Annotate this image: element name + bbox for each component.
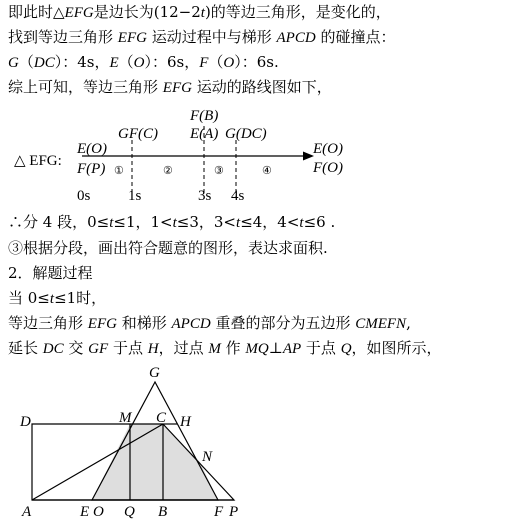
text-line-2 — [8, 27, 395, 48]
math-run: MQ — [245, 341, 269, 357]
geometry-figure — [0, 360, 521, 522]
math-run: APCD — [276, 30, 316, 46]
text-run: ）：6s， — [144, 53, 200, 71]
route-axis — [82, 152, 314, 161]
route-seg-1: ① — [114, 165, 124, 177]
text-run: 找到等边三角形 — [8, 28, 118, 46]
math-run: H — [147, 341, 159, 357]
text-line-4 — [8, 77, 332, 98]
math-run: t — [172, 215, 177, 231]
point-label-p: P — [229, 504, 239, 520]
text-run: 重叠的部分为五边形 — [210, 314, 356, 332]
text-run: 的碰撞点： — [315, 28, 396, 46]
point-label-q: Q — [124, 504, 135, 520]
text-line-9 — [8, 313, 411, 334]
text-run: ≤4，4< — [240, 213, 300, 231]
math-run: t — [299, 215, 304, 231]
point-label-h: H — [180, 414, 191, 430]
text-line-10 — [8, 338, 442, 359]
point-label-b: B — [158, 504, 168, 520]
text-run: （ — [118, 53, 134, 71]
math-run: G — [8, 55, 19, 71]
text-run: 延长 — [8, 339, 43, 357]
text-run: ）：6s. — [234, 53, 279, 71]
text-run: ）：4s， — [54, 53, 110, 71]
math-run: DC — [42, 341, 64, 357]
route-time-1: 1s — [128, 188, 142, 204]
text-line-5 — [8, 212, 335, 233]
text-run: 作 — [220, 339, 246, 357]
math-run: EFG — [87, 316, 117, 332]
route-diagram — [0, 104, 521, 216]
math-run: GF — [88, 341, 109, 357]
text-run: ③根据分段，画出符合题意的图形，表达求面积. — [8, 239, 328, 257]
math-run: Q — [340, 341, 352, 357]
math-run: EFG — [117, 30, 147, 46]
route-end-top: E(O) — [313, 141, 343, 157]
point-label-o: O — [93, 504, 104, 520]
math-run: M — [208, 341, 221, 357]
route-time-3: 3s — [198, 188, 212, 204]
text-run: （ — [18, 53, 34, 71]
route-time-0: 0s — [77, 188, 91, 204]
math-run: t — [236, 215, 241, 231]
route-start-bottom: F(P) — [77, 161, 106, 177]
text-run: )的等边三角形，是变化的， — [204, 3, 391, 21]
text-run: 交 — [63, 339, 89, 357]
text-run: 于点 — [108, 339, 148, 357]
text-line-8 — [8, 288, 106, 309]
text-run: ≤1，1< — [113, 213, 173, 231]
text-run: , — [406, 314, 411, 332]
text-run: ⊥ — [268, 339, 283, 357]
point-label-a: A — [22, 504, 32, 520]
route-m1-label: GF(C) — [118, 126, 158, 142]
text-run: 是边长为(12−2 — [93, 3, 201, 21]
point-label-c: C — [156, 410, 167, 426]
text-line-7 — [8, 263, 93, 283]
text-run: （ — [208, 53, 224, 71]
route-left-label: △ EFG: — [14, 153, 62, 169]
text-run: ≤6 . — [303, 213, 336, 231]
text-line-3 — [8, 52, 279, 73]
route-seg-2: ② — [163, 165, 173, 177]
math-run: O — [223, 55, 235, 71]
text-run: ≤3，3< — [176, 213, 237, 231]
math-run: AP — [282, 341, 302, 357]
math-run: CMEFN — [355, 316, 407, 332]
math-run: t — [200, 5, 205, 21]
math-run: O — [133, 55, 145, 71]
text-run: ，过点 — [158, 339, 209, 357]
route-m3-label: G(DC) — [225, 126, 267, 142]
point-label-e: E — [80, 504, 90, 520]
point-label-g: G — [149, 365, 160, 381]
point-label-d: D — [20, 414, 31, 430]
math-run: APCD — [171, 316, 211, 332]
point-label-f: F — [214, 504, 224, 520]
text-run: 运动过程中与梯形 — [146, 28, 277, 46]
point-label-m: M — [119, 410, 132, 426]
text-run: 综上可知，等边三角形 — [8, 78, 163, 96]
math-run: EFG — [162, 80, 192, 96]
text-run: 和梯形 — [116, 314, 172, 332]
text-run: 即此时△ — [8, 3, 65, 21]
math-run: t — [109, 215, 114, 231]
math-run: E — [109, 55, 119, 71]
route-end-bottom: F(O) — [313, 160, 343, 176]
text-run: 等边三角形 — [8, 314, 88, 332]
math-run: EFG — [64, 5, 94, 21]
route-time-4: 4s — [231, 188, 245, 204]
text-run: 2．解题过程 — [8, 264, 93, 282]
text-run: ≤1时， — [54, 289, 107, 307]
route-start-top: E(O) — [77, 141, 107, 157]
text-run: 运动的路线图如下， — [191, 78, 332, 96]
route-m2-bottom: E(A) — [190, 126, 219, 142]
text-run: ∴分 4 段，0≤ — [8, 213, 110, 231]
route-m2-top: F(B) — [190, 108, 219, 124]
route-seg-4: ④ — [262, 165, 272, 177]
text-line-1 — [8, 2, 391, 23]
route-seg-3: ③ — [214, 165, 224, 177]
text-run: 于点 — [301, 339, 341, 357]
math-run: F — [199, 55, 209, 71]
math-run: DC — [33, 55, 55, 71]
text-run: ，如图所示， — [351, 339, 442, 357]
text-line-6 — [8, 238, 328, 258]
point-label-n: N — [202, 449, 213, 465]
text-run: 当 0≤ — [8, 289, 50, 307]
math-run: t — [49, 291, 55, 307]
